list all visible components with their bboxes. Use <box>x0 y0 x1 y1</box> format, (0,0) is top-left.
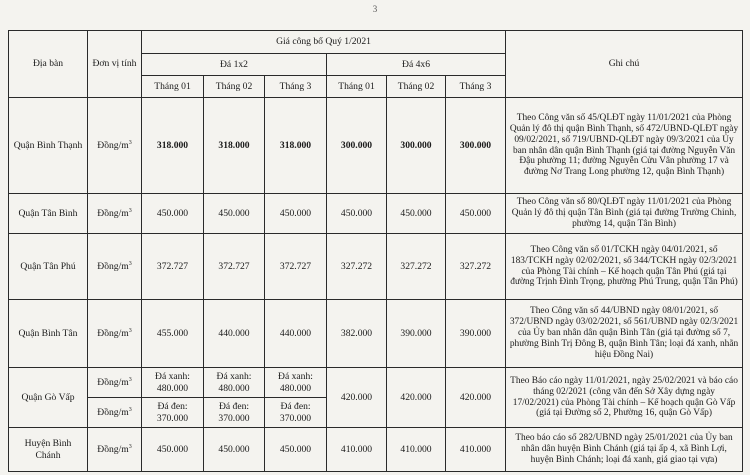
area-name: Quận Bình Tân <box>9 300 88 368</box>
header-month: Tháng 02 <box>387 76 446 98</box>
table-row <box>9 98 743 194</box>
price-cell: 410.000 <box>387 428 446 472</box>
price-cell: Đá đen: 370.000 <box>265 398 327 428</box>
price-cell: 300.000 <box>446 98 506 194</box>
table-row <box>9 428 743 472</box>
header-notes: Ghi chú <box>506 31 743 98</box>
price-cell: 410.000 <box>327 428 387 472</box>
price-cell: 390.000 <box>387 300 446 368</box>
price-cell: Đá xanh: 480.000 <box>142 368 204 398</box>
header-month: Tháng 3 <box>446 76 506 98</box>
price-cell: 372.727 <box>265 234 327 300</box>
area-name: Quận Tân Phú <box>9 234 88 300</box>
price-cell: 318.000 <box>142 98 204 194</box>
price-cell: 450.000 <box>327 194 387 234</box>
note-cell: Theo Báo cáo ngày 11/01/2021, ngày 25/02/2021 và báo cáo tháng 02/2021 (công văn đến Sở Xây dựng ngày 17/02/2021) của Phòng Tài chính – Kế hoạch quận Gò Vấp (giá tại Đường số 2, Phường 16, quận Gò Vấp) <box>506 368 743 428</box>
price-cell: Đá đen: 370.000 <box>142 398 204 428</box>
price-cell: 420.000 <box>327 368 387 428</box>
price-cell: 450.000 <box>204 194 265 234</box>
price-cell: 455.000 <box>142 300 204 368</box>
price-cell: 410.000 <box>446 428 506 472</box>
price-cell: 440.000 <box>265 300 327 368</box>
note-cell: Theo Công văn số 01/TCKH ngày 04/01/2021, số 183/TCKH ngày 02/02/2021, số 344/TCKH ngày 02/3/2021 của Phòng Tài chính – Kế hoạch quận Tân Phú (giá tại đường Trịnh Đình Trọng, phường Phú Trung, quận Tân Phú) <box>506 234 743 300</box>
area-name: Quận Bình Thạnh <box>9 98 88 194</box>
price-cell: 372.727 <box>204 234 265 300</box>
price-cell: 450.000 <box>204 428 265 472</box>
note-cell: Theo báo cáo số 282/UBND ngày 25/01/2021 của Ủy ban nhân dân huyện Bình Chánh (giá tại ấp 4, xã Bình Lợi, huyện Bình Chánh; loại đá xanh, giá giao tại vựa) <box>506 428 743 472</box>
price-cell: 450.000 <box>142 428 204 472</box>
area-name: Huyện Bình Chánh <box>9 428 88 472</box>
price-cell: Đá xanh: 480.000 <box>204 368 265 398</box>
unit-cell: Đồng/$m^3$ <box>88 398 142 428</box>
price-cell: 327.272 <box>327 234 387 300</box>
header-stone-1x2: Đá 1x2 <box>142 54 327 76</box>
price-cell: 450.000 <box>142 194 204 234</box>
table-row <box>9 234 743 300</box>
unit-cell: Đồng/$m^3$ <box>88 368 142 398</box>
unit-cell: Đồng/$m^3$ <box>88 98 142 194</box>
price-cell: 450.000 <box>265 194 327 234</box>
price-cell: 327.272 <box>446 234 506 300</box>
price-cell: 318.000 <box>265 98 327 194</box>
note-cell: Theo Công văn số 80/QLĐT ngày 11/01/2021 của Phòng Quản lý đô thị quận Tân Bình (giá tại đường Trường Chinh, phường 14, quận Tân Bình) <box>506 194 743 234</box>
area-name: Quận Gò Vấp <box>9 368 88 428</box>
price-cell: 318.000 <box>204 98 265 194</box>
unit-cell: Đồng/$m^3$ <box>88 428 142 472</box>
table-row <box>9 300 743 368</box>
header-month: Tháng 01 <box>142 76 204 98</box>
price-cell: 327.272 <box>387 234 446 300</box>
note-cell: Theo Công văn số 45/QLĐT ngày 11/01/2021 của Phòng Quản lý đô thị quận Bình Thạnh, số 472/UBND-QLĐT ngày 09/02/2021, số 719/UBND-QLĐT ngày 09/3/2021 của Ủy ban nhân dân quận Bình Thạnh (giá tại đường Nguyễn Văn Đậu phường 11; đường Nguyễn Cửu Vân phường 17 và đường Nơ Trang Long phường 12, quận Bình Thạnh) <box>506 98 743 194</box>
price-cell: 440.000 <box>204 300 265 368</box>
header-area: Địa bàn <box>9 31 88 98</box>
price-cell: 372.727 <box>142 234 204 300</box>
price-cell: 300.000 <box>327 98 387 194</box>
unit-cell: Đồng/$m^3$ <box>88 300 142 368</box>
table-row <box>9 194 743 234</box>
price-cell: 382.000 <box>327 300 387 368</box>
price-cell: 450.000 <box>387 194 446 234</box>
price-cell: 450.000 <box>265 428 327 472</box>
price-cell: 390.000 <box>446 300 506 368</box>
price-cell: 300.000 <box>387 98 446 194</box>
price-cell: 420.000 <box>446 368 506 428</box>
table-row <box>9 368 743 398</box>
header-month: Tháng 02 <box>204 76 265 98</box>
price-table <box>8 30 743 472</box>
unit-cell: Đồng/$m^3$ <box>88 234 142 300</box>
header-month: Tháng 01 <box>327 76 387 98</box>
page-number: 3 <box>372 4 378 14</box>
price-cell: Đá xanh: 480.000 <box>265 368 327 398</box>
price-cell: Đá đen: 370.000 <box>204 398 265 428</box>
header-month: Tháng 3 <box>265 76 327 98</box>
header-unit: Đơn vị tính <box>88 31 142 98</box>
note-cell: Theo Công văn số 44/UBND ngày 08/01/2021, số 372/UBND ngày 03/02/2021, số 561/UBND ngày 02/3/2021 của Ủy ban nhân dân quận Bình Tân (giá tại đường số 7, phường Bình Trị Đông B, quận Bình Tân; loại đá xanh, nhãn hiệu Đồng Nai) <box>506 300 743 368</box>
price-cell: 450.000 <box>446 194 506 234</box>
header-stone-4x6: Đá 4x6 <box>327 54 506 76</box>
header-price-group: Giá công bố Quý 1/2021 <box>142 31 506 54</box>
price-cell: 420.000 <box>387 368 446 428</box>
unit-cell: Đồng/$m^3$ <box>88 194 142 234</box>
area-name: Quận Tân Bình <box>9 194 88 234</box>
